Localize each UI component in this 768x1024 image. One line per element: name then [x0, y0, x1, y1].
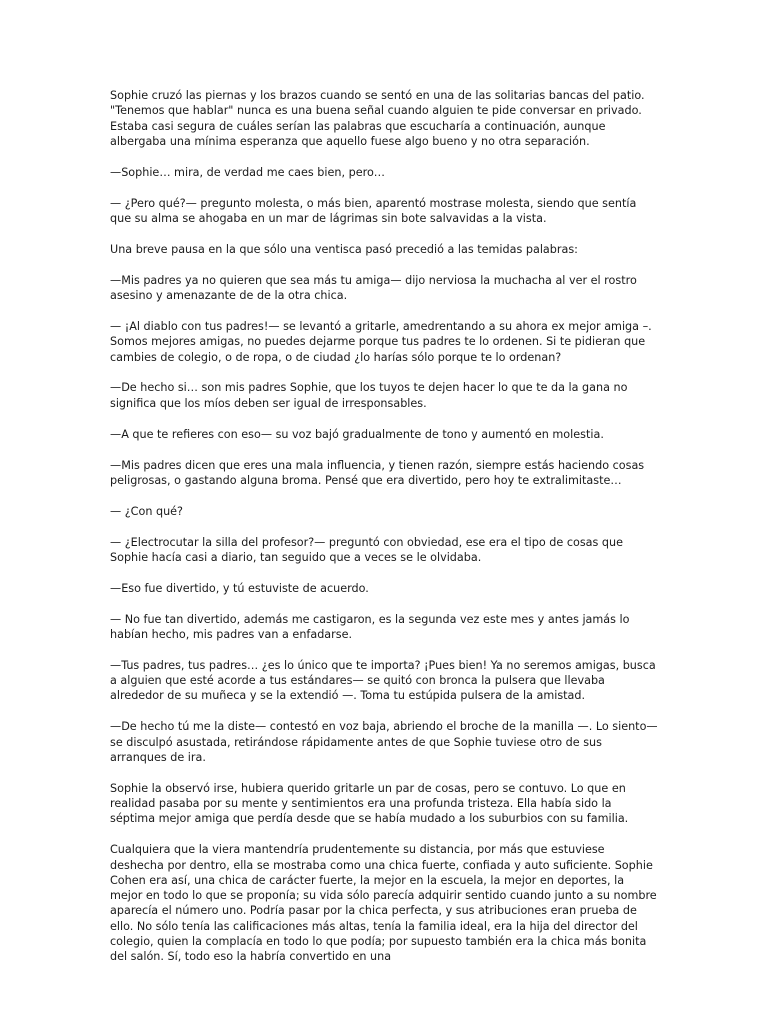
- paragraph: —Mis padres dicen que eres una mala influencia, y tienen razón, siempre estás haciendo cosas peligrosas, o gastando alguna broma. Pensé que era divertido, pero hoy te extralimitaste…: [110, 458, 645, 487]
- paragraph: —Eso fue divertido, y tú estuviste de acuerdo.: [110, 581, 369, 595]
- paragraph: — No fue tan divertido, además me castigaron, es la segunda vez este mes y antes jamás lo habían hecho, mis padres van a enfadarse.: [110, 612, 630, 641]
- paragraph: Cualquiera que la viera mantendría prudentemente su distancia, por más que estuviese deshecha por dentro, ella se mostraba como una chica fuerte, confiada y auto suficiente. Sophie Cohen era así, una chica de carácter fuerte, la mejor en la escuela, la mejor en deportes, la mejor en todo lo que se proponía; su vida sólo parecía adquirir sentido cuando junto a su nombre aparecía el número uno. Podría pasar por la chica perfecta, y sus atribuciones eran prueba de ello. No sólo tenía las calificaciones más altas, tenía la familia ideal, era la hija del director del colegio, quien la complacía en todo lo que podía; por supuesto también era la chica más bonita del salón. Sí, todo eso la habría convertido en una: [110, 843, 657, 964]
- paragraph: Una breve pausa en la que sólo una ventisca pasó precedió a las temidas palabras:: [110, 242, 578, 256]
- paragraph: — ¿Con qué?: [110, 504, 183, 518]
- paragraph: —Tus padres, tus padres… ¿es lo único que te importa? ¡Pues bien! Ya no seremos amigas, busca a alguien que esté acorde a tus estándares— se quitó con bronca la pulsera que llevaba alrededor de su muñeca y se la extendió —. Toma tu estúpida pulsera de la amistad.: [110, 658, 656, 703]
- paragraph: —A que te refieres con eso— su voz bajó gradualmente de tono y aumentó en molestia.: [110, 427, 604, 441]
- paragraph: Sophie la observó irse, hubiera querido gritarle un par de cosas, pero se contuvo. Lo que en realidad pasaba por su mente y sentimientos era una profunda tristeza. Ella había sido la séptima mejor amiga que perdía desde que se había mudado a los suburbios con su familia.: [110, 781, 629, 826]
- paragraph: — ¿Electrocutar la silla del profesor?— preguntó con obviedad, ese era el tipo de cosas que Sophie hacía casi a diario, tan seguido que a veces se le olvidaba.: [110, 535, 623, 564]
- paragraph: —Mis padres ya no quieren que sea más tu amiga— dijo nerviosa la muchacha al ver el rostro asesino y amenazante de de la otra chica.: [110, 273, 637, 303]
- paragraph: — ¿Pero qué?— pregunto molesta, o más bien, aparentó mostrase molesta, siendo que sentía que su alma se ahogaba en un mar de lágrimas sin bote salvavidas a la vista.: [110, 196, 637, 225]
- document-page: [110, 88, 658, 980]
- paragraph: —Sophie… mira, de verdad me caes bien, pero…: [110, 165, 385, 179]
- paragraph: — ¡Al diablo con tus padres!— se levantó a gritarle, amedrentando a su ahora ex mejor amiga –. Somos mejores amigas, no puedes dejarme porque tus padres te lo ordenen. Si te pidieran que cambies de colegio, o de ropa, o de ciudad ¿lo harías sólo porque te lo ordenan?: [110, 319, 652, 364]
- paragraph: Sophie cruzó las piernas y los brazos cuando se sentó en una de las solitarias bancas del patio. "Tenemos que hablar" nunca es una buena señal cuando alguien te pide conversar en privado. Estaba casi segura de cuáles serían las palabras que escucharía a continuación, aunque albergaba una mínima esperanza que aquello fuese algo bueno y no otra separación.: [110, 89, 645, 148]
- paragraph: —De hecho tú me la diste— contestó en voz baja, abriendo el broche de la manilla —. Lo siento— se disculpó asustada, retirándose rápidamente antes de que Sophie tuviese otro de sus arranques de ira.: [110, 720, 658, 764]
- paragraph: —De hecho si… son mis padres Sophie, que los tuyos te dejen hacer lo que te da la gana no significa que los míos deben ser igual de irresponsables.: [110, 381, 628, 410]
